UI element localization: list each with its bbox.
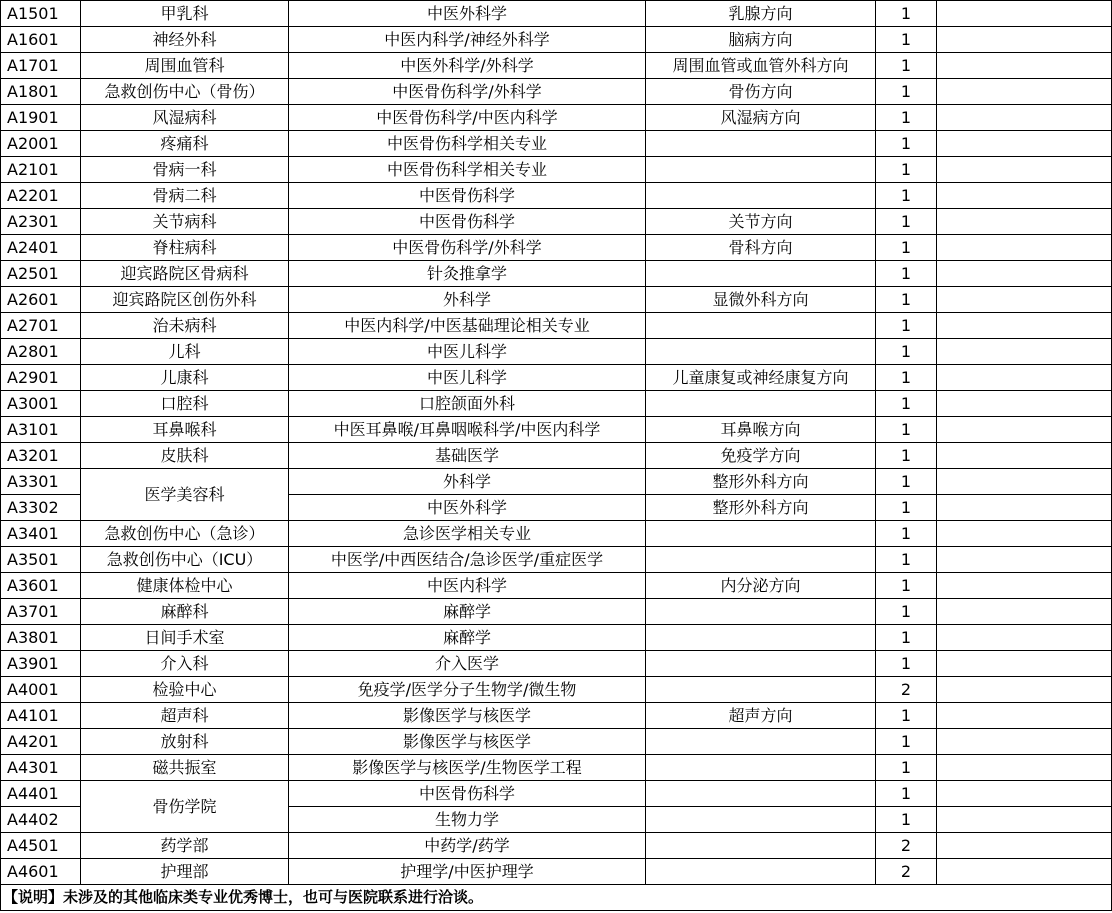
major-requirement: 影像医学与核医学 <box>289 703 646 729</box>
research-direction: 风湿病方向 <box>646 105 876 131</box>
department-name: 骨病二科 <box>81 183 289 209</box>
position-code: A2901 <box>1 365 81 391</box>
remarks-cell <box>937 79 1112 105</box>
department-name: 骨伤学院 <box>81 781 289 833</box>
headcount: 1 <box>876 339 937 365</box>
research-direction: 周围血管或血管外科方向 <box>646 53 876 79</box>
major-requirement: 口腔颌面外科 <box>289 391 646 417</box>
position-code: A2301 <box>1 209 81 235</box>
remarks-cell <box>937 1 1112 27</box>
department-name: 脊柱病科 <box>81 235 289 261</box>
table-row <box>1 79 1112 105</box>
headcount: 2 <box>876 859 937 885</box>
table-row <box>1 417 1112 443</box>
major-requirement: 麻醉学 <box>289 625 646 651</box>
position-code: A2401 <box>1 235 81 261</box>
remarks-cell <box>937 469 1112 495</box>
major-requirement: 中医骨伤科学/外科学 <box>289 235 646 261</box>
table-row <box>1 469 1112 495</box>
headcount: 1 <box>876 105 937 131</box>
research-direction: 内分泌方向 <box>646 573 876 599</box>
research-direction <box>646 729 876 755</box>
position-code: A4101 <box>1 703 81 729</box>
department-name: 日间手术室 <box>81 625 289 651</box>
position-code: A1601 <box>1 27 81 53</box>
headcount: 1 <box>876 183 937 209</box>
major-requirement: 中医耳鼻喉/耳鼻咽喉科学/中医内科学 <box>289 417 646 443</box>
department-name: 检验中心 <box>81 677 289 703</box>
remarks-cell <box>937 573 1112 599</box>
position-code: A3801 <box>1 625 81 651</box>
remarks-cell <box>937 859 1112 885</box>
position-code: A3601 <box>1 573 81 599</box>
position-code: A4601 <box>1 859 81 885</box>
research-direction <box>646 599 876 625</box>
table-row <box>1 1 1112 27</box>
major-requirement: 中医骨伤科学 <box>289 183 646 209</box>
research-direction: 乳腺方向 <box>646 1 876 27</box>
remarks-cell <box>937 157 1112 183</box>
department-name: 介入科 <box>81 651 289 677</box>
table-row <box>1 27 1112 53</box>
table-row <box>1 573 1112 599</box>
headcount: 1 <box>876 79 937 105</box>
position-code: A3901 <box>1 651 81 677</box>
research-direction: 整形外科方向 <box>646 469 876 495</box>
remarks-cell <box>937 235 1112 261</box>
remarks-cell <box>937 625 1112 651</box>
remarks-cell <box>937 547 1112 573</box>
position-code: A3301 <box>1 469 81 495</box>
table-row <box>1 781 1112 807</box>
remarks-cell <box>937 209 1112 235</box>
headcount: 1 <box>876 703 937 729</box>
department-name: 迎宾路院区创伤外科 <box>81 287 289 313</box>
headcount: 1 <box>876 651 937 677</box>
remarks-cell <box>937 651 1112 677</box>
position-code: A3201 <box>1 443 81 469</box>
remarks-cell <box>937 729 1112 755</box>
table-row <box>1 235 1112 261</box>
headcount: 1 <box>876 573 937 599</box>
headcount: 1 <box>876 469 937 495</box>
position-code: A3101 <box>1 417 81 443</box>
research-direction <box>646 131 876 157</box>
table-row <box>1 677 1112 703</box>
research-direction <box>646 261 876 287</box>
remarks-cell <box>937 131 1112 157</box>
position-code: A3501 <box>1 547 81 573</box>
department-name: 迎宾路院区骨病科 <box>81 261 289 287</box>
position-code: A1501 <box>1 1 81 27</box>
headcount: 1 <box>876 625 937 651</box>
research-direction <box>646 157 876 183</box>
department-name: 急救创伤中心（急诊） <box>81 521 289 547</box>
research-direction <box>646 755 876 781</box>
table-row <box>1 651 1112 677</box>
remarks-cell <box>937 27 1112 53</box>
table-row <box>1 183 1112 209</box>
department-name: 药学部 <box>81 833 289 859</box>
remarks-cell <box>937 833 1112 859</box>
table-row <box>1 53 1112 79</box>
department-name: 放射科 <box>81 729 289 755</box>
headcount: 1 <box>876 547 937 573</box>
research-direction: 显微外科方向 <box>646 287 876 313</box>
major-requirement: 中医内科学 <box>289 573 646 599</box>
department-name: 麻醉科 <box>81 599 289 625</box>
remarks-cell <box>937 781 1112 807</box>
headcount: 1 <box>876 365 937 391</box>
table-row <box>1 365 1112 391</box>
table-row <box>1 859 1112 885</box>
department-name: 超声科 <box>81 703 289 729</box>
research-direction: 儿童康复或神经康复方向 <box>646 365 876 391</box>
major-requirement: 急诊医学相关专业 <box>289 521 646 547</box>
major-requirement: 中医骨伤科学相关专业 <box>289 131 646 157</box>
position-code: A1701 <box>1 53 81 79</box>
major-requirement: 中医骨伤科学 <box>289 209 646 235</box>
research-direction: 骨科方向 <box>646 235 876 261</box>
major-requirement: 麻醉学 <box>289 599 646 625</box>
remarks-cell <box>937 391 1112 417</box>
position-code: A2001 <box>1 131 81 157</box>
research-direction <box>646 677 876 703</box>
headcount: 1 <box>876 391 937 417</box>
remarks-cell <box>937 105 1112 131</box>
major-requirement: 影像医学与核医学/生物医学工程 <box>289 755 646 781</box>
major-requirement: 中医外科学 <box>289 1 646 27</box>
position-code: A1901 <box>1 105 81 131</box>
headcount: 1 <box>876 495 937 521</box>
headcount: 1 <box>876 27 937 53</box>
headcount: 2 <box>876 833 937 859</box>
position-code: A3302 <box>1 495 81 521</box>
position-code: A2201 <box>1 183 81 209</box>
department-name: 治未病科 <box>81 313 289 339</box>
table-row <box>1 703 1112 729</box>
remarks-cell <box>937 443 1112 469</box>
research-direction: 关节方向 <box>646 209 876 235</box>
department-name: 口腔科 <box>81 391 289 417</box>
remarks-cell <box>937 261 1112 287</box>
major-requirement: 介入医学 <box>289 651 646 677</box>
major-requirement: 中医内科学/中医基础理论相关专业 <box>289 313 646 339</box>
research-direction: 脑病方向 <box>646 27 876 53</box>
note-text: 【说明】未涉及的其他临床类专业优秀博士，也可与医院联系进行洽谈。 <box>1 885 1112 911</box>
headcount: 2 <box>876 677 937 703</box>
remarks-cell <box>937 495 1112 521</box>
position-code: A3701 <box>1 599 81 625</box>
headcount: 1 <box>876 807 937 833</box>
headcount: 1 <box>876 417 937 443</box>
research-direction <box>646 521 876 547</box>
major-requirement: 生物力学 <box>289 807 646 833</box>
department-name: 护理部 <box>81 859 289 885</box>
position-code: A3401 <box>1 521 81 547</box>
position-code: A2801 <box>1 339 81 365</box>
department-name: 急救创伤中心（ICU） <box>81 547 289 573</box>
table-row <box>1 313 1112 339</box>
position-code: A2101 <box>1 157 81 183</box>
position-code: A4001 <box>1 677 81 703</box>
research-direction <box>646 339 876 365</box>
research-direction: 骨伤方向 <box>646 79 876 105</box>
major-requirement: 中药学/药学 <box>289 833 646 859</box>
table-row <box>1 131 1112 157</box>
research-direction <box>646 833 876 859</box>
major-requirement: 中医学/中西医结合/急诊医学/重症医学 <box>289 547 646 573</box>
position-code: A2601 <box>1 287 81 313</box>
major-requirement: 外科学 <box>289 469 646 495</box>
position-code: A4501 <box>1 833 81 859</box>
major-requirement: 中医骨伤科学/中医内科学 <box>289 105 646 131</box>
headcount: 1 <box>876 729 937 755</box>
research-direction: 超声方向 <box>646 703 876 729</box>
department-name: 风湿病科 <box>81 105 289 131</box>
major-requirement: 针灸推拿学 <box>289 261 646 287</box>
department-name: 关节病科 <box>81 209 289 235</box>
department-name: 耳鼻喉科 <box>81 417 289 443</box>
table-row <box>1 599 1112 625</box>
research-direction <box>646 807 876 833</box>
headcount: 1 <box>876 521 937 547</box>
headcount: 1 <box>876 313 937 339</box>
headcount: 1 <box>876 261 937 287</box>
headcount: 1 <box>876 53 937 79</box>
remarks-cell <box>937 339 1112 365</box>
research-direction <box>646 313 876 339</box>
major-requirement: 中医骨伤科学/外科学 <box>289 79 646 105</box>
remarks-cell <box>937 521 1112 547</box>
table-row <box>1 261 1112 287</box>
remarks-cell <box>937 313 1112 339</box>
remarks-cell <box>937 417 1112 443</box>
research-direction <box>646 547 876 573</box>
table-row <box>1 443 1112 469</box>
major-requirement: 中医骨伤科学 <box>289 781 646 807</box>
position-code: A2701 <box>1 313 81 339</box>
table-row <box>1 547 1112 573</box>
position-code: A2501 <box>1 261 81 287</box>
position-code: A4201 <box>1 729 81 755</box>
major-requirement: 外科学 <box>289 287 646 313</box>
headcount: 1 <box>876 131 937 157</box>
major-requirement: 护理学/中医护理学 <box>289 859 646 885</box>
table-row <box>1 339 1112 365</box>
table-row <box>1 105 1112 131</box>
table-row <box>1 729 1112 755</box>
research-direction: 整形外科方向 <box>646 495 876 521</box>
research-direction <box>646 625 876 651</box>
department-name: 儿科 <box>81 339 289 365</box>
headcount: 1 <box>876 755 937 781</box>
department-name: 甲乳科 <box>81 1 289 27</box>
department-name: 皮肤科 <box>81 443 289 469</box>
research-direction <box>646 781 876 807</box>
research-direction: 免疫学方向 <box>646 443 876 469</box>
position-code: A4402 <box>1 807 81 833</box>
table-row <box>1 287 1112 313</box>
position-code: A4301 <box>1 755 81 781</box>
table-row <box>1 521 1112 547</box>
table-row <box>1 209 1112 235</box>
department-name: 周围血管科 <box>81 53 289 79</box>
position-code: A1801 <box>1 79 81 105</box>
department-name: 疼痛科 <box>81 131 289 157</box>
table-row <box>1 625 1112 651</box>
headcount: 1 <box>876 209 937 235</box>
remarks-cell <box>937 755 1112 781</box>
position-code: A4401 <box>1 781 81 807</box>
positions-table-body <box>1 1 1112 885</box>
department-name: 急救创伤中心（骨伤） <box>81 79 289 105</box>
remarks-cell <box>937 287 1112 313</box>
major-requirement: 中医儿科学 <box>289 339 646 365</box>
table-row <box>1 157 1112 183</box>
headcount: 1 <box>876 599 937 625</box>
remarks-cell <box>937 703 1112 729</box>
headcount: 1 <box>876 781 937 807</box>
major-requirement: 中医儿科学 <box>289 365 646 391</box>
department-name: 神经外科 <box>81 27 289 53</box>
note-row <box>1 885 1112 911</box>
major-requirement: 中医外科学/外科学 <box>289 53 646 79</box>
department-name: 儿康科 <box>81 365 289 391</box>
major-requirement: 基础医学 <box>289 443 646 469</box>
remarks-cell <box>937 677 1112 703</box>
major-requirement: 影像医学与核医学 <box>289 729 646 755</box>
research-direction <box>646 183 876 209</box>
table-row <box>1 391 1112 417</box>
headcount: 1 <box>876 1 937 27</box>
headcount: 1 <box>876 287 937 313</box>
department-name: 磁共振室 <box>81 755 289 781</box>
major-requirement: 中医骨伤科学相关专业 <box>289 157 646 183</box>
remarks-cell <box>937 53 1112 79</box>
department-name: 健康体检中心 <box>81 573 289 599</box>
department-name: 医学美容科 <box>81 469 289 521</box>
department-name: 骨病一科 <box>81 157 289 183</box>
remarks-cell <box>937 365 1112 391</box>
research-direction <box>646 859 876 885</box>
major-requirement: 中医外科学 <box>289 495 646 521</box>
table-row <box>1 833 1112 859</box>
table-row <box>1 755 1112 781</box>
position-code: A3001 <box>1 391 81 417</box>
headcount: 1 <box>876 235 937 261</box>
remarks-cell <box>937 183 1112 209</box>
major-requirement: 中医内科学/神经外科学 <box>289 27 646 53</box>
remarks-cell <box>937 599 1112 625</box>
research-direction <box>646 651 876 677</box>
headcount: 1 <box>876 157 937 183</box>
research-direction <box>646 391 876 417</box>
remarks-cell <box>937 807 1112 833</box>
research-direction: 耳鼻喉方向 <box>646 417 876 443</box>
major-requirement: 免疫学/医学分子生物学/微生物 <box>289 677 646 703</box>
headcount: 1 <box>876 443 937 469</box>
